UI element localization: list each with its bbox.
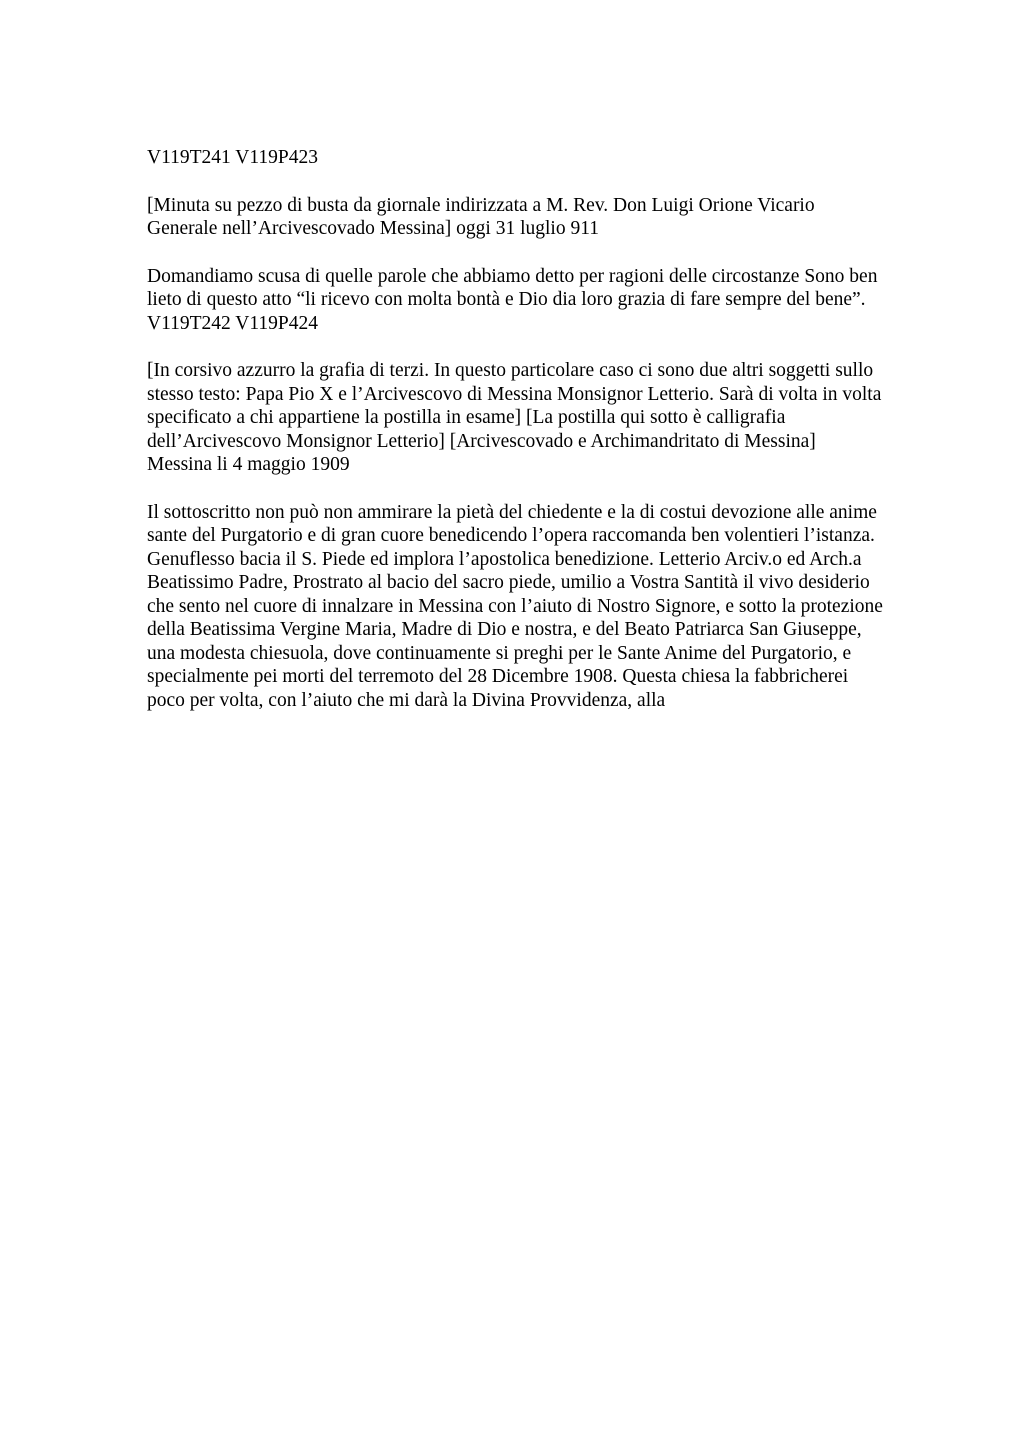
text-line: Generale nell’Arcivescovado Messina] oggi 31 luglio 911	[147, 218, 599, 239]
text-line: una modesta chiesuola, dove continuamente si preghi per le Sante Anime del Purgatorio, e	[147, 642, 852, 664]
header-code-line: V119T241 V119P423	[147, 147, 318, 168]
text-line: [Minuta su pezzo di busta da giornale indirizzata a M. Rev. Don Luigi Orione Vicario	[147, 194, 815, 216]
paragraph-minuta	[147, 194, 937, 241]
text-line: Genuflesso bacia il S. Piede ed implora l’apostolica benedizione. Letterio Arciv.o ed Arch.a	[147, 548, 862, 570]
document-page	[147, 146, 937, 736]
text-line: V119T242 V119P424	[147, 312, 318, 334]
text-line: sante del Purgatorio e di gran cuore benedicendo l’opera raccomanda ben volentieri l’istanza.	[147, 525, 875, 546]
text-line: stesso testo: Papa Pio X e l’Arcivescovo di Messina Monsignor Letterio. Sarà di volta in volta	[147, 383, 882, 405]
paragraph-corsivo	[147, 359, 937, 477]
text-line: Beatissimo Padre, Prostrato al bacio del sacro piede, umilio a Vostra Santità il vivo desiderio	[147, 572, 870, 593]
text-line: specificato a chi appartiene la postilla in esame] [La postilla qui sotto è calligrafia	[147, 407, 786, 428]
paragraph-sottoscritto	[147, 501, 937, 713]
text-line: lieto di questo atto “li ricevo con molta bontà e Dio dia loro grazia di fare sempre del bene”.	[147, 289, 866, 310]
text-line: poco per volta, con l’aiuto che mi darà la Divina Provvidenza, alla	[147, 689, 666, 711]
text-line: dell’Arcivescovo Monsignor Letterio] [Arcivescovado e Archimandritato di Messina]	[147, 430, 816, 452]
text-line: specialmente pei morti del terremoto del 28 Dicembre 1908. Questa chiesa la fabbricherei	[147, 666, 849, 687]
text-line: [In corsivo azzurro la grafia di terzi. In questo particolare caso ci sono due altri soggetti sullo	[147, 360, 874, 381]
paragraph-domandiamo	[147, 265, 937, 336]
text-line: Il sottoscritto non può non ammirare la pietà del chiedente e la di costui devozione alle anime	[147, 501, 877, 523]
text-line: che sento nel cuore di innalzare in Messina con l’aiuto di Nostro Signore, e sotto la protezione	[147, 595, 883, 617]
text-line: della Beatissima Vergine Maria, Madre di Dio e nostra, e del Beato Patriarca San Giuseppe,	[147, 619, 862, 640]
text-line: Domandiamo scusa di quelle parole che abbiamo detto per ragioni delle circostanze Sono ben	[147, 265, 878, 287]
text-line: Messina li 4 maggio 1909	[147, 454, 350, 475]
header-code	[147, 146, 937, 170]
